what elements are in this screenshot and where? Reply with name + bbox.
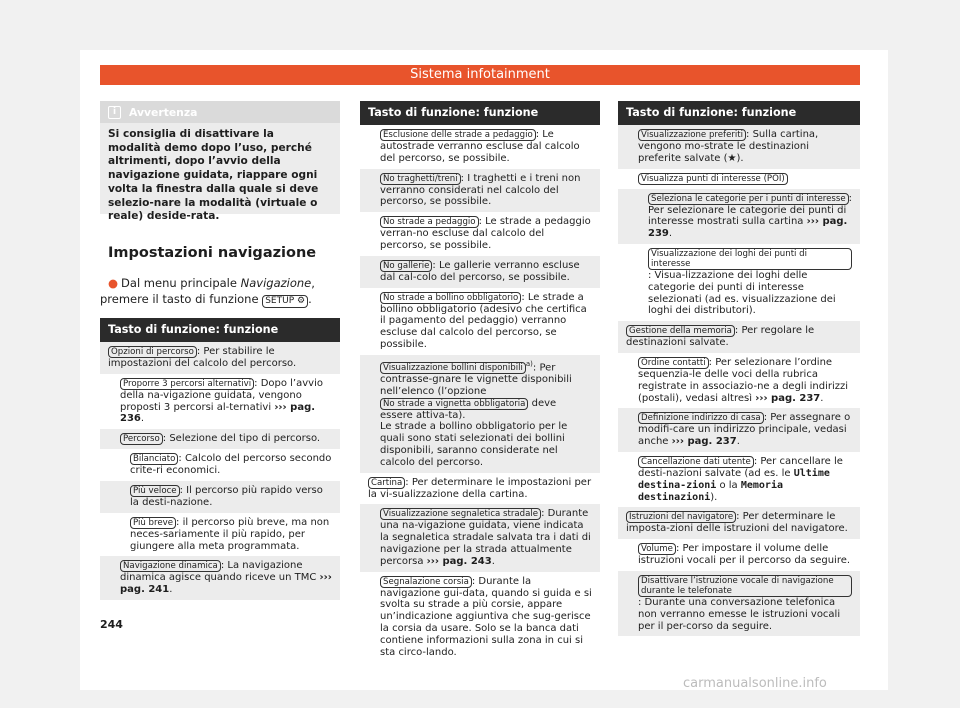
row-text: : Per determinare le impostazioni per la vi-sualizzazione della cartina. [368, 476, 592, 500]
table-row [100, 429, 340, 449]
table-row [100, 449, 340, 481]
row-text: : La navigazione dinamica agisce quando riceve un TMC [120, 560, 320, 584]
row-text: : I traghetti e i treni non verranno considerati nel calcolo del percorso, se possibile. [380, 172, 581, 208]
function-table-1 [100, 318, 340, 600]
warning-title: Avvertenza [129, 105, 198, 119]
row-text: deve essere attiva-ta). [380, 397, 557, 421]
table-row [618, 571, 860, 636]
table-header: Tasto di funzione: funzione [618, 101, 860, 125]
row-text: : Le gallerie verranno escluse dal cal-colo del percorso, se possibile. [380, 259, 580, 283]
table-row [360, 355, 600, 473]
function-key: No strade a bollino obbligatorio [380, 292, 521, 304]
section-title: Impostazioni navigazione [108, 245, 317, 261]
function-key: Istruzioni del navigatore [626, 511, 736, 523]
display-text: Memoria destinazioni [638, 479, 783, 503]
function-key: Disattivare l’istruzione vocale di navigazione durante le telefonate [638, 575, 852, 597]
function-key: Visualizzazione dei loghi dei punti di interesse [648, 248, 852, 270]
function-key: Bilanciato [130, 453, 178, 465]
function-key: Più veloce [130, 485, 180, 497]
function-key: Proporre 3 percorsi alternativi [120, 378, 254, 390]
function-key: Esclusione delle strade a pedaggio [380, 129, 536, 141]
function-key: Seleziona le categorie per i punti di interesse [648, 193, 849, 205]
table-header: Tasto di funzione: funzione [100, 318, 340, 342]
table-row [618, 189, 860, 244]
warning-text: Si consiglia di disattivare la modalità demo dopo l’uso, perché altrimenti, dopo l’avvio della navigazione guidata, riappare ogni volta la finestra dalla quale si deve selezio-nare la modalità (virtuale o reale) deside-rata. [108, 128, 319, 223]
watermark: carmanualsonline.info [683, 676, 827, 691]
function-key: Opzioni di percorso [108, 346, 197, 358]
function-key: Visualizzazione bollini disponibili [380, 362, 526, 374]
intro-italic: Navigazione [240, 276, 312, 290]
function-key: No strade a pedaggio [380, 216, 479, 228]
table-row [360, 288, 600, 355]
row-text: : Durante una conversazione telefonica non verranno emesse le istruzioni vocali per il per-corso da seguire. [638, 596, 841, 632]
row-text: o la [716, 479, 741, 491]
table-row [100, 556, 340, 600]
page-reference: ››› pag. 236 [120, 401, 316, 425]
row-text: ). [710, 491, 718, 503]
row-text: : Le strade a pedaggio verran-no escluse dal calcolo del percorso, se possibile. [380, 216, 591, 251]
row-text: . [491, 555, 495, 567]
table-row [100, 342, 340, 374]
row-text: : Le strade a bollino obbligatorio (adesivo che certifica il pagamento del pedaggio) verranno escluse dal calcolo del percorso, se possibile. [380, 291, 587, 350]
table-row [100, 513, 340, 557]
table-row [100, 374, 340, 429]
warning-box [100, 101, 340, 223]
page-reference: ››› pag. 239 [648, 216, 848, 240]
table-row [360, 572, 600, 663]
row-text: : Durante una na-vigazione guidata, viene indicata la segnaletica stradale salvata tra i dati di navigazione per la strada attualmente percorsa [380, 508, 591, 567]
warning-header [100, 101, 340, 123]
row-text: : Per selezionare l’ordine sequenzia-le delle voci della rubrica registrate in associazio-ne a degli indirizzi (postali), vedasi altresì [638, 356, 849, 404]
row-text: : Durante la navigazione gui-data, quando si guida e si svolta su strade a più corsie, appare un’indicazione aggiuntiva che sug-gerisce la corsia da usare. Solo se la banca dati contiene informazioni sulla zona in cui si sta circo-lando. [380, 575, 592, 658]
page-reference: ››› pag. 237 [755, 392, 821, 404]
intro-part: , premere il tasto di funzione [100, 276, 315, 306]
table-header: Tasto di funzione: funzione [360, 101, 600, 125]
row-text: Le strade a bollino obbligatorio per le quali sono stati selezionati dei bollini disponibili, saranno considerate nel calcolo del percorso. [380, 421, 568, 468]
table-row [618, 244, 860, 321]
row-text: : Per determinare le imposta-zioni delle istruzioni del navigatore. [626, 511, 848, 535]
row-text: : Calcolo del percorso secondo crite-ri economici. [130, 453, 332, 477]
function-key: Cancellazione dati utente [638, 456, 754, 468]
function-key: Percorso [120, 433, 163, 445]
function-table-2 [360, 101, 600, 662]
row-text: : il percorso più breve, ma non neces-sariamente il più rapido, per giungere alla meta programmata. [130, 516, 330, 552]
table-row [360, 125, 600, 169]
table-row [618, 507, 860, 539]
function-key: Più breve [130, 517, 176, 529]
function-key: Segnalazione corsia [380, 576, 472, 588]
page-reference: ››› pag. 241 [120, 572, 332, 596]
intro-text [100, 275, 340, 308]
page-header: Sistema infotainment [100, 65, 860, 85]
display-text: Ultime destina-zioni [638, 467, 830, 491]
row-text: : Il percorso più rapido verso la desti-nazione. [130, 484, 323, 508]
function-key: Visualizzazione segnaletica stradale [380, 508, 541, 520]
table-row [618, 353, 860, 408]
info-icon: i [108, 106, 121, 119]
function-key: Ordine contatti [638, 357, 709, 369]
row-text: . [668, 228, 673, 240]
page-reference: ››› pag. 237 [671, 436, 737, 448]
function-table-3 [618, 101, 860, 636]
row-text: : Selezione del tipo di percorso. [162, 433, 321, 445]
row-text: : Per impostare il volume delle istruzioni vocali per il percorso da seguire. [638, 543, 851, 567]
table-row [360, 473, 600, 505]
row-text: . [736, 436, 740, 448]
table-row [618, 321, 860, 353]
table-row [618, 125, 860, 169]
row-text: : Per regolare le destinazioni salvate. [626, 325, 815, 349]
row-text: . [820, 392, 824, 404]
table-row [360, 169, 600, 213]
intro-part: Dal menu principale [121, 276, 241, 290]
page-reference: ››› pag. 243 [426, 555, 492, 567]
page-number: 244 [100, 618, 123, 631]
row-text: . [169, 584, 173, 596]
row-text: : Per assegnare o modifi-care un indirizzo principale, vedasi anche [638, 412, 851, 448]
bullet-icon: ● [108, 276, 119, 290]
row-text: : Per selezionare le categorie dei punti di interesse mostrati sulla cartina [648, 192, 853, 228]
function-key: No gallerie [380, 260, 432, 272]
row-text: . [140, 413, 145, 425]
row-text: : Per contrasse-gnare le vignette disponibili nell’elenco (l’opzione [380, 362, 572, 397]
table-row [360, 256, 600, 288]
row-text: : Per stabilire le impostazioni del calcolo del percorso. [108, 346, 297, 369]
function-key: No traghetti/treni [380, 173, 461, 185]
footnote-marker: a) [525, 359, 533, 368]
function-key: Navigazione dinamica [120, 560, 221, 572]
table-row [360, 212, 600, 256]
table-row [618, 452, 860, 507]
function-key: Visualizzazione preferiti [638, 129, 746, 141]
function-key: No strade a vignetta obbligatoria [380, 398, 528, 410]
setup-key: SETUP ⚙ [262, 295, 308, 308]
row-text: : Dopo l’avvio della na-vigazione guidata, vengono proposti 3 percorsi al-ternativi [120, 377, 323, 413]
table-row [618, 408, 860, 452]
function-key: Gestione della memoria [626, 325, 735, 337]
row-text: : Le autostrade verranno escluse dal calcolo del percorso, se possibile. [380, 129, 580, 164]
row-text: : Sulla cartina, vengono mo-strate le destinazioni preferite salvate (★). [638, 129, 819, 164]
table-row [618, 169, 860, 189]
row-text: : Per cancellare le desti-nazioni salvate (ad es. le [638, 455, 843, 479]
row-text: : Visua-lizzazione dei loghi delle categorie dei punti di interesse selezionati (ad es. visualizzazione dei loghi dei distributori). [648, 269, 836, 317]
table-row [100, 481, 340, 513]
table-row [360, 504, 600, 571]
intro-part: . [308, 292, 312, 306]
function-key: Visualizza punti di interesse (POI) [638, 173, 788, 185]
function-key: Cartina [368, 477, 405, 489]
table-row [618, 539, 860, 571]
function-key: Definizione indirizzo di casa [638, 412, 764, 424]
function-key: Volume [638, 543, 676, 555]
